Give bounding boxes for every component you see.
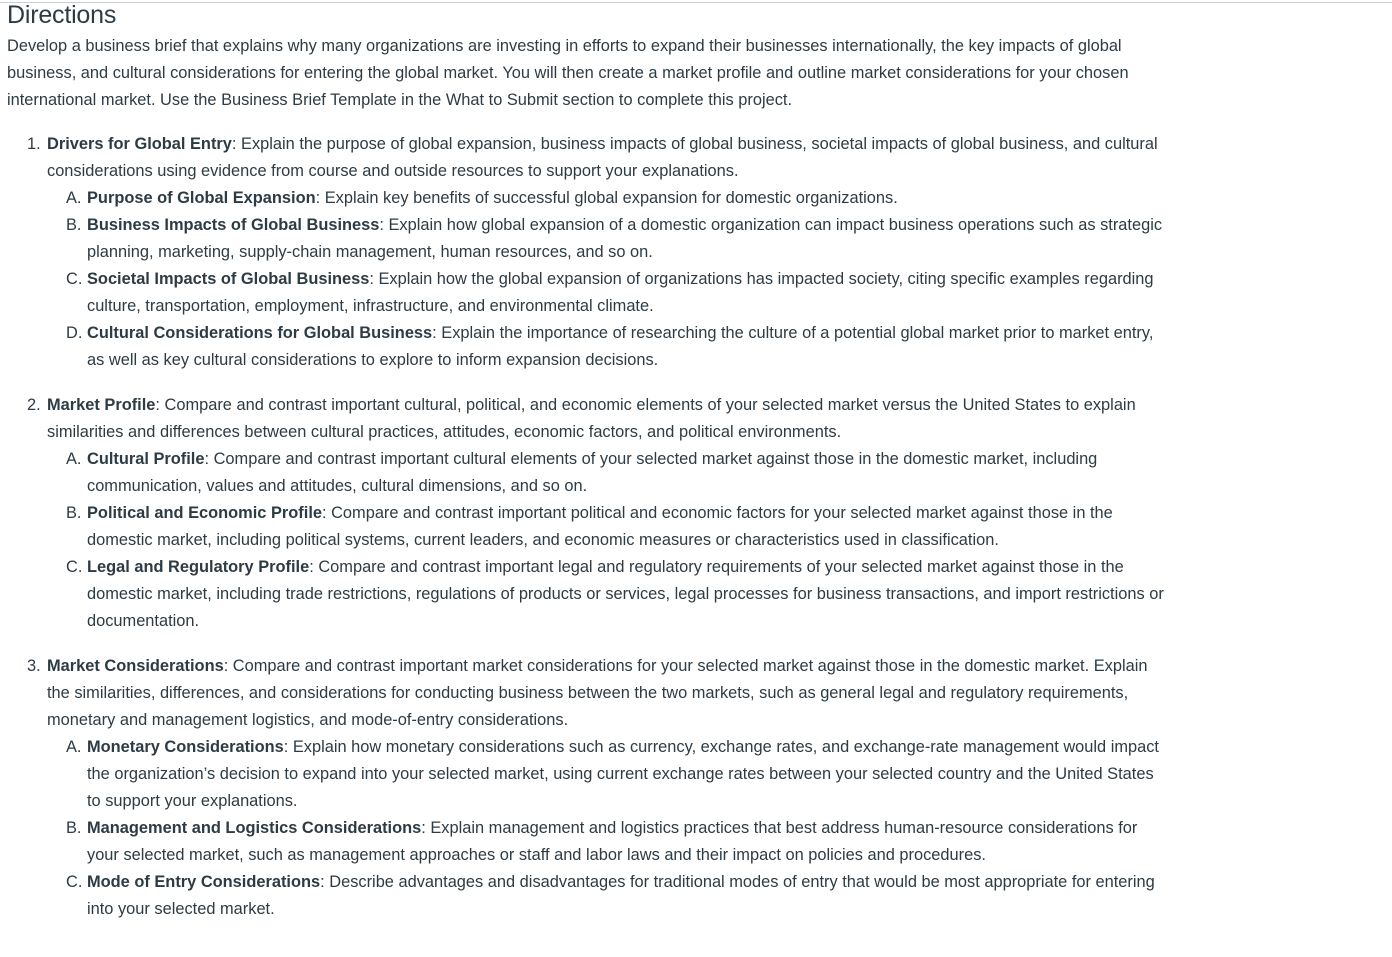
subsection-heading: Business Impacts of Global Business bbox=[87, 216, 380, 234]
subsection-list bbox=[47, 446, 1167, 635]
subsection-heading: Societal Impacts of Global Business bbox=[87, 270, 370, 288]
section-heading: Market Profile bbox=[47, 396, 156, 414]
section-heading: Market Considerations bbox=[47, 657, 224, 675]
subsection-heading: Political and Economic Profile bbox=[87, 504, 322, 522]
section-number: 2. bbox=[27, 396, 41, 414]
subsection-item bbox=[66, 266, 1167, 320]
section-text: : Compare and contrast important cultural, political, and economic elements of your selected market versus the United States to explain similarities and differences between cultural practices, attitudes, economic factors, and political environments. bbox=[47, 396, 1136, 441]
section-item bbox=[27, 131, 1167, 374]
subsection-heading: Monetary Considerations bbox=[87, 738, 284, 756]
subsection-text: : Explain how the global expansion of organizations has impacted society, citing specific examples regarding culture, transportation, employment, infrastructure, and environmental climate. bbox=[87, 270, 1154, 315]
subsection-letter: D. bbox=[66, 324, 83, 342]
subsection-heading: Cultural Considerations for Global Business bbox=[87, 324, 433, 342]
subsection-item bbox=[66, 212, 1167, 266]
subsection-text: : Explain how global expansion of a domestic organization can impact business operations such as strategic planning, marketing, supply-chain management, human resources, and so on. bbox=[87, 216, 1163, 261]
intro-paragraph: Develop a business brief that explains why many organizations are investing in efforts to expand their businesses internationally, the key impacts of global business, and cultural considerations for entering the global market. You will then create a market profile and outline market considerations for your chosen international market. Use the Business Brief Template in the What to Submit section to complete this project. bbox=[7, 37, 1129, 109]
subsection-letter: C. bbox=[66, 873, 83, 891]
subsection-text: : Describe advantages and disadvantages for traditional modes of entry that would be most appropriate for entering into your selected market. bbox=[87, 873, 1155, 918]
subsection-item bbox=[66, 815, 1167, 869]
page-title: Directions bbox=[7, 1, 117, 29]
subsection-text: : Explain how monetary considerations such as currency, exchange rates, and exchange-rate management would impact the organization’s decision to expand into your selected market, using current exchange rates between your selected country and the United States to support your explanations. bbox=[87, 738, 1159, 810]
subsection-heading: Legal and Regulatory Profile bbox=[87, 558, 310, 576]
subsection-text: : Compare and contrast important political and economic factors for your selected market against those in the domestic market, including political systems, current leaders, and economic measures or characteristics used in classification. bbox=[87, 504, 1113, 549]
section-heading: Drivers for Global Entry bbox=[47, 135, 232, 153]
subsection-heading: Cultural Profile bbox=[87, 450, 205, 468]
subsection-item bbox=[66, 869, 1167, 923]
subsection-list bbox=[47, 185, 1167, 374]
subsection-item bbox=[66, 500, 1167, 554]
subsection-text: : Explain the importance of researching the culture of a potential global market prior to market entry, as well as key cultural considerations to explore to inform expansion decisions. bbox=[87, 324, 1154, 369]
subsection-letter: B. bbox=[66, 216, 82, 234]
subsection-item bbox=[66, 446, 1167, 500]
subsection-letter: B. bbox=[66, 819, 82, 837]
subsection-text: : Explain key benefits of successful global expansion for domestic organizations. bbox=[315, 189, 898, 207]
subsection-letter: A. bbox=[66, 189, 82, 207]
subsection-letter: A. bbox=[66, 450, 82, 468]
subsection-heading: Management and Logistics Considerations bbox=[87, 819, 422, 837]
subsection-item bbox=[66, 734, 1167, 815]
subsection-letter: B. bbox=[66, 504, 82, 522]
subsection-letter: C. bbox=[66, 558, 83, 576]
subsection-text: : Compare and contrast important cultural elements of your selected market against those in the domestic market, including communication, values and attitudes, cultural dimensions, and so on. bbox=[87, 450, 1098, 495]
section-number: 1. bbox=[27, 135, 41, 153]
subsection-letter: C. bbox=[66, 270, 83, 288]
subsection-item bbox=[66, 320, 1167, 374]
directions-list bbox=[7, 131, 1167, 923]
subsection-heading: Mode of Entry Considerations bbox=[87, 873, 321, 891]
section-text: : Compare and contrast important market considerations for your selected market against those in the domestic market. Explain the similarities, differences, and considerations for conducting business between the two markets, such as general legal and regulatory requirements, monetary and management logistics, and mode-of-entry considerations. bbox=[47, 657, 1148, 729]
section-text: : Explain the purpose of global expansion, business impacts of global business, societal impacts of global business, and cultural considerations using evidence from course and outside resources to support your explanations. bbox=[47, 135, 1158, 180]
subsection-letter: A. bbox=[66, 738, 82, 756]
directions-content bbox=[7, 0, 1167, 941]
section-item bbox=[27, 653, 1167, 923]
section-item bbox=[27, 392, 1167, 635]
subsection-heading: Purpose of Global Expansion bbox=[87, 189, 316, 207]
subsection-item bbox=[66, 554, 1167, 635]
subsection-text: : Compare and contrast important legal and regulatory requirements of your selected market against those in the domestic market, including trade restrictions, regulations of products or services, legal processes for business transactions, and import restrictions or documentation. bbox=[87, 558, 1164, 630]
subsection-item bbox=[66, 185, 1167, 212]
section-number: 3. bbox=[27, 657, 41, 675]
subsection-list bbox=[47, 734, 1167, 923]
subsection-text: : Explain management and logistics practices that best address human-resource considerations for your selected market, such as management approaches or staff and labor laws and their impact on policies and procedures. bbox=[87, 819, 1138, 864]
